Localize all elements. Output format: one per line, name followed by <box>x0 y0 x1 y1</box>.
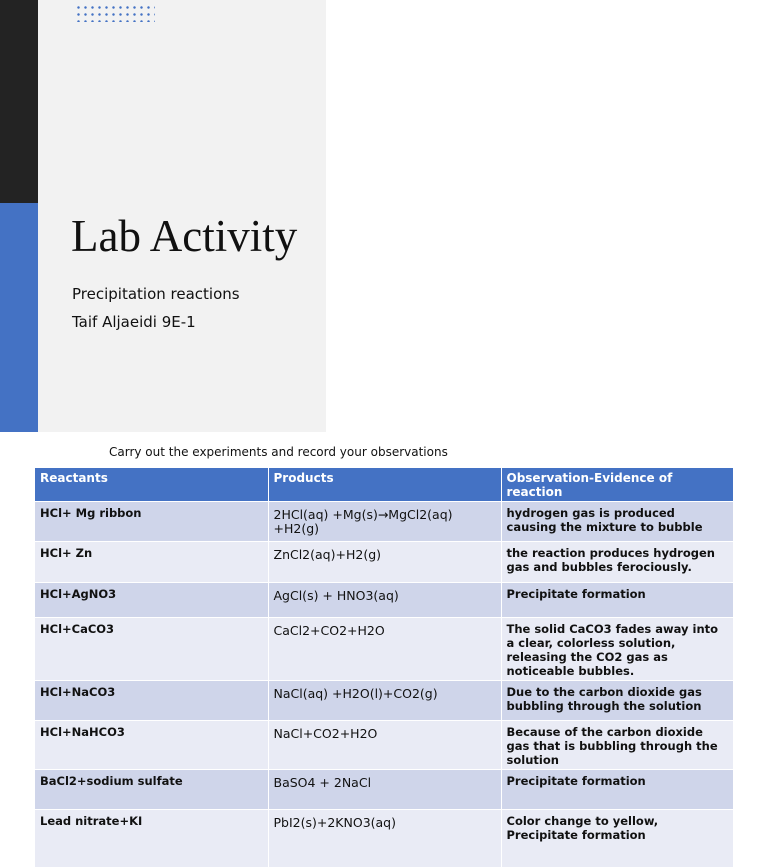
table-row <box>35 618 733 681</box>
observation-cell: hydrogen gas is produced causing the mixture to bubble <box>501 502 733 542</box>
dark-accent-bar <box>0 0 38 203</box>
header-products: Products <box>268 468 501 502</box>
author-line: Taif Aljaeidi 9E-1 <box>72 313 196 331</box>
table-row <box>35 583 733 618</box>
table-row <box>35 681 733 721</box>
table-row <box>35 770 733 810</box>
instructions-text: Carry out the experiments and record your observations <box>109 445 448 459</box>
products-cell: BaSO4 + 2NaCl <box>268 770 501 810</box>
observation-cell: Precipitate formation <box>501 583 733 618</box>
products-cell: NaCl+CO2+H2O <box>268 721 501 770</box>
dot-grid-decoration <box>75 4 155 22</box>
reactants-cell: HCl+ Zn <box>35 542 268 583</box>
table-row <box>35 502 733 542</box>
products-cell: CaCl2+CO2+H2O <box>268 618 501 681</box>
table-row <box>35 810 733 868</box>
products-cell: PbI2(s)+2KNO3(aq) <box>268 810 501 868</box>
blue-accent-bar <box>0 203 38 432</box>
slide-title: Lab Activity <box>71 211 298 261</box>
products-cell: ZnCl2(aq)+H2(g) <box>268 542 501 583</box>
reactants-cell: HCl+CaCO3 <box>35 618 268 681</box>
reactants-cell: Lead nitrate+KI <box>35 810 268 868</box>
observation-table <box>35 468 734 868</box>
observation-cell: The solid CaCO3 fades away into a clear, colorless solution, releasing the CO2 gas as noticeable bubbles. <box>501 618 733 681</box>
observation-cell: Due to the carbon dioxide gas bubbling through the solution <box>501 681 733 721</box>
products-cell: NaCl(aq) +H2O(l)+CO2(g) <box>268 681 501 721</box>
table-header-row <box>35 468 733 502</box>
reactants-cell: BaCl2+sodium sulfate <box>35 770 268 810</box>
reactants-cell: HCl+AgNO3 <box>35 583 268 618</box>
reactants-cell: HCl+NaHCO3 <box>35 721 268 770</box>
observation-cell: Precipitate formation <box>501 770 733 810</box>
observation-cell: the reaction produces hydrogen gas and bubbles ferociously. <box>501 542 733 583</box>
reactants-cell: HCl+ Mg ribbon <box>35 502 268 542</box>
observation-cell: Because of the carbon dioxide gas that is bubbling through the solution <box>501 721 733 770</box>
table-row <box>35 542 733 583</box>
header-reactants: Reactants <box>35 468 268 502</box>
slide-subtitle: Precipitation reactions <box>72 285 240 303</box>
reactants-cell: HCl+NaCO3 <box>35 681 268 721</box>
header-observation: Observation-Evidence of reaction <box>501 468 733 502</box>
observation-cell: Color change to yellow, Precipitate formation <box>501 810 733 868</box>
products-cell: 2HCl(aq) +Mg(s)→MgCl2(aq) +H2(g) <box>268 502 501 542</box>
table-row <box>35 721 733 770</box>
products-cell: AgCl(s) + HNO3(aq) <box>268 583 501 618</box>
